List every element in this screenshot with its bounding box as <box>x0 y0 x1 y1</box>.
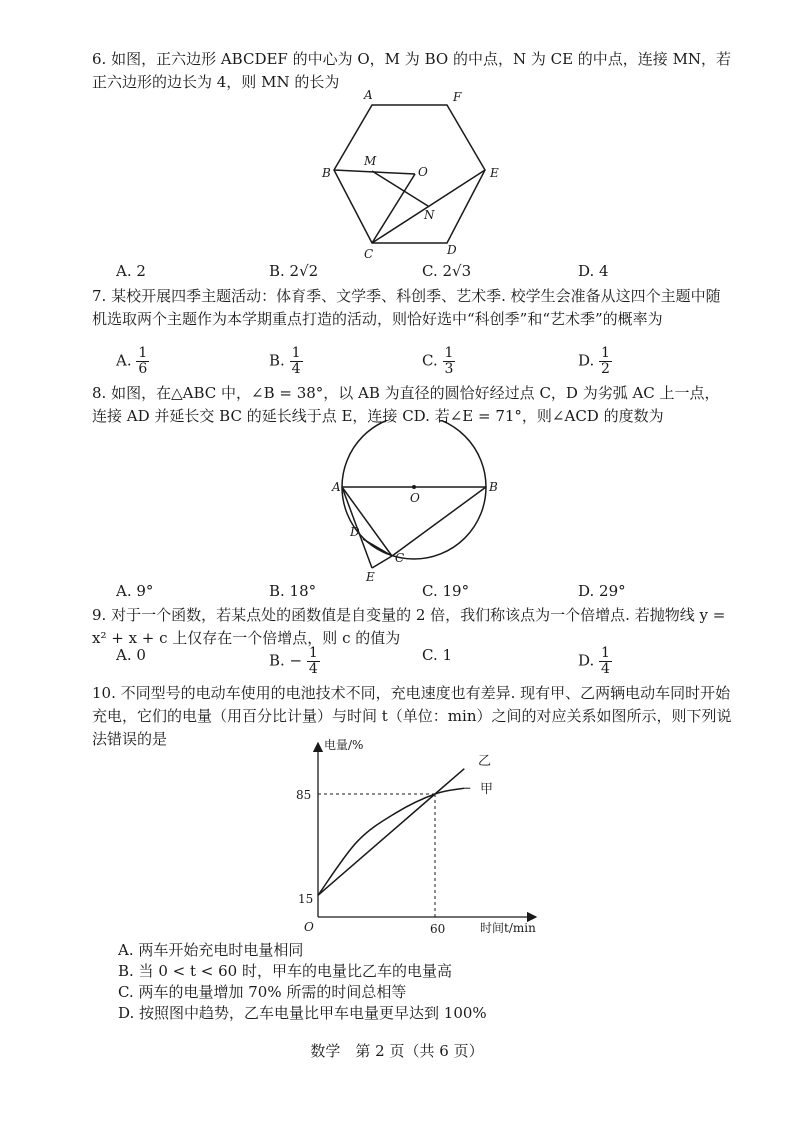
question-9-options <box>116 646 736 680</box>
circle-o <box>342 420 486 559</box>
q7-option-c[interactable]: C. $\frac{1}{3}$ <box>422 345 454 377</box>
question-7 <box>92 285 732 331</box>
x-tick-60: 60 <box>430 922 446 936</box>
charge-chart <box>290 735 550 940</box>
q10-option-a[interactable]: A. 两车开始充电时电量相同 <box>118 941 304 959</box>
q6-option-d[interactable]: D. 4 <box>578 262 609 280</box>
label-b: B <box>322 166 331 180</box>
q8-option-d[interactable]: D. 29° <box>578 582 626 600</box>
origin-label: O <box>304 920 314 934</box>
center-dot <box>412 485 416 489</box>
q7-option-a[interactable]: A. $\frac{1}{6}$ <box>116 345 148 377</box>
question-10-text: 10. 不同型号的电动车使用的电池技术不同，充电速度也有差异. 现有甲、乙两辆电动车同时开始充电，它们的电量（用百分比计量）与时间 t（单位：min）之间的对应关系如图所示，则下列说法错误的是 <box>92 684 732 748</box>
y-axis-label: 电量/% <box>324 738 364 752</box>
question-6-options <box>116 262 736 286</box>
question-9 <box>92 604 732 650</box>
segment-ac <box>342 487 392 556</box>
circle-figure <box>330 420 500 585</box>
q8-option-b[interactable]: B. 18° <box>269 582 317 600</box>
label-e: E <box>490 166 499 180</box>
label-d: D <box>350 525 360 539</box>
label-o: O <box>418 165 428 179</box>
label-e: E <box>366 570 375 584</box>
q9-option-d[interactable]: D. $\frac{1}{4}$ <box>578 645 610 677</box>
label-c: C <box>395 551 405 565</box>
q9-option-b[interactable]: B. − $\frac{1}{4}$ <box>269 645 318 677</box>
label-b: B <box>489 480 498 494</box>
q6-option-c[interactable]: C. 2√3 <box>422 262 472 280</box>
q6-option-a[interactable]: A. 2 <box>116 262 146 280</box>
label-a: A <box>332 480 341 494</box>
q8-option-c[interactable]: C. 19° <box>422 582 470 600</box>
q10-option-c[interactable]: C. 两车的电量增加 70% 所需的时间总相等 <box>118 983 407 1001</box>
q10-option-b[interactable]: B. 当 0 < t < 60 时，甲车的电量比乙车的电量高 <box>118 962 452 980</box>
q9-option-a[interactable]: A. 0 <box>116 646 146 664</box>
label-d: D <box>447 243 457 257</box>
q6-option-b[interactable]: B. 2√2 <box>269 262 319 280</box>
y-tick-85: 85 <box>296 788 312 802</box>
question-9-text: 9. 对于一个函数，若某点处的函数值是自变量的 2 倍，我们称该点为一个倍增点. 若抛物线 y = x² + x + c 上仅存在一个倍增点，则 c 的值为 <box>92 606 726 647</box>
question-7-options <box>116 346 736 380</box>
q10-option-d[interactable]: D. 按照图中趋势，乙车电量比甲车电量更早达到 100% <box>118 1004 487 1022</box>
question-8-options <box>116 582 736 606</box>
series-line-jia <box>318 788 464 895</box>
q8-option-a[interactable]: A. 9° <box>116 582 154 600</box>
question-10-options <box>118 940 738 1024</box>
segment-ce <box>372 556 392 568</box>
label-n: N <box>424 208 435 222</box>
series-label-jia: 甲 <box>480 782 494 797</box>
y-tick-15: 15 <box>298 892 314 906</box>
question-7-text: 7. 某校开展四季主题活动：体育季、文学季、科创季、艺术季. 校学生会准备从这四个主题中随机选取两个主题作为本学期重点打造的活动，则恰好选中“科创季”和“艺术季”的概率为 <box>92 287 721 328</box>
question-8-text: 8. 如图，在△ABC 中，∠B = 38°，以 AB 为直径的圆恰好经过点 C，D 为劣弧 AC 上一点，连接 AD 并延长交 BC 的延长线于点 E，连接 CD. 若∠E = 71°，则∠ACD 的度数为 <box>92 384 720 425</box>
q7-option-d[interactable]: D. $\frac{1}{2}$ <box>578 345 610 377</box>
series-line-yi <box>318 769 464 896</box>
q9-option-c[interactable]: C. 1 <box>422 646 453 664</box>
x-axis-label: 时间t/min <box>480 921 536 935</box>
series-label-yi: 乙 <box>478 754 492 769</box>
segment-bc <box>392 487 486 556</box>
label-f: F <box>453 90 462 104</box>
label-a: A <box>364 88 373 102</box>
label-m: M <box>364 154 377 168</box>
label-o: O <box>410 491 420 505</box>
hexagon-figure <box>320 88 520 263</box>
question-6-text: 6. 如图，正六边形 ABCDEF 的中心为 O，M 为 BO 的中点，N 为 CE 的中点，连接 MN，若正六边形的边长为 4，则 MN 的长为 <box>92 50 732 91</box>
page-footer: 数学 第 2 页（共 6 页） <box>310 1042 484 1060</box>
q7-option-b[interactable]: B. $\frac{1}{4}$ <box>269 345 301 377</box>
label-c: C <box>364 247 374 261</box>
